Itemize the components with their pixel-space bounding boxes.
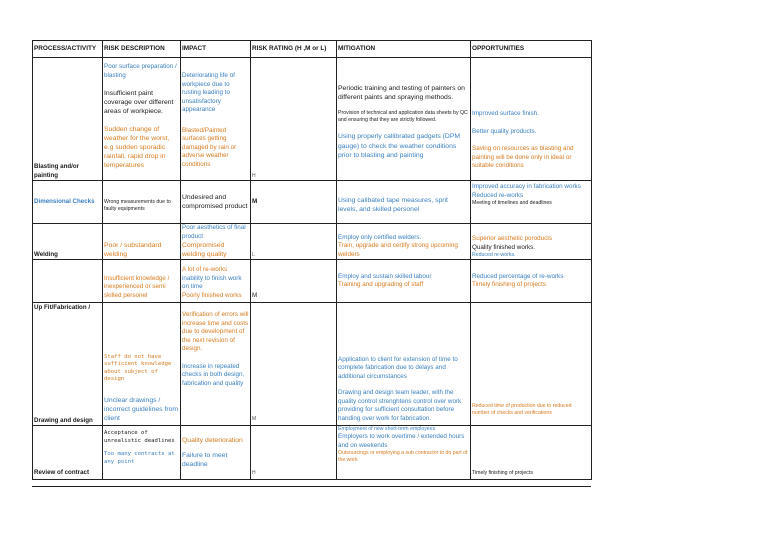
process-cell	[33, 260, 103, 303]
impact-cell	[181, 260, 251, 303]
process-top-label: Up Fit/Fabrication /	[34, 304, 91, 312]
risk-cell	[103, 181, 181, 224]
mitigation-text: Training and upgrading of staff	[338, 281, 424, 289]
impact-cell	[181, 58, 251, 181]
impact-cell	[181, 224, 251, 260]
risk-text: Insufficient knowledge / inexperienced or semi skilled personel	[104, 274, 170, 299]
risk-cell	[103, 58, 181, 181]
impact-text: Quality deterioration	[182, 437, 243, 445]
impact-text: Undesired and compromised product	[182, 193, 248, 210]
mitigation-cell	[337, 426, 471, 480]
risk-text: Too many contracts at any point	[104, 451, 175, 465]
rating-cell: H	[251, 58, 337, 181]
opportunity-text: Better quality products.	[472, 127, 537, 135]
opportunities-cell	[471, 58, 592, 181]
impact-cell	[181, 303, 251, 426]
header-opportunities: OPPORTUNITIES	[471, 41, 592, 58]
risk-text: Wrong measurements due to faulty equipments	[104, 198, 171, 212]
risk-register-sheet	[32, 40, 591, 480]
rating-cell: L	[251, 224, 337, 260]
risk-text: Insufficient paint coverage over different areas of workpiece.	[104, 90, 174, 116]
opportunity-text: Improved surface finish.	[472, 110, 539, 117]
risk-table	[32, 40, 592, 480]
mitigation-text: Train, upgrade and certify strong upcoming welders	[338, 242, 458, 258]
opportunity-text: Improved accuracy in fabrication works	[472, 183, 581, 190]
process-cell: Up Fit/Fabrication / Drawing and design	[33, 303, 103, 426]
mitigation-text: Employ and sustain skilled labour	[338, 272, 432, 280]
opportunity-text: Reduced percentage of re-works	[472, 272, 564, 280]
table-row	[33, 426, 592, 480]
header-risk: RISK DESCRIPTION	[103, 41, 181, 58]
risk-cell	[103, 426, 181, 480]
header-impact: IMPACT	[181, 41, 251, 58]
header-process: PROCESS/ACTIVITY	[33, 41, 103, 58]
header-row	[33, 41, 592, 58]
mitigation-text: Employment of new short-term employees	[338, 426, 436, 433]
risk-text: Poor surface preparation / blasting	[104, 63, 177, 79]
table-row	[33, 181, 592, 224]
opportunity-text: Saving on resources as blasting and painting will be done only in ideal or suitable conditions	[472, 145, 574, 169]
impact-text: Verification of errors will increase time and costs due to development of the next revision of design.	[182, 311, 249, 353]
table-row	[33, 303, 592, 426]
header-rating: RISK RATING (H ,M or L)	[251, 41, 337, 58]
mitigation-cell	[337, 224, 471, 260]
process-cell: Welding	[33, 224, 103, 260]
mitigation-cell	[337, 303, 471, 426]
impact-cell	[181, 181, 251, 224]
mitigation-cell	[337, 260, 471, 303]
opportunities-cell	[471, 303, 592, 426]
risk-text: Unclear drawings / incorrect guidelines from client	[104, 396, 179, 423]
opportunity-text: Meeting of timelines and deadlines	[472, 200, 552, 206]
opportunity-text: Reduced re-works.	[472, 252, 516, 259]
header-mitigation: MITIGATION	[337, 41, 471, 58]
rating-cell: H	[251, 426, 337, 480]
opportunity-text: Superior aesthetic poroducts	[472, 235, 553, 243]
process-cell: Blasting and/or painting	[33, 58, 103, 181]
risk-cell	[103, 303, 181, 426]
mitigation-text: Employers to work overtime / extended hours and on weekends	[338, 433, 465, 449]
opportunities-cell	[471, 426, 592, 480]
opportunities-cell	[471, 260, 592, 303]
opportunities-cell	[471, 224, 592, 260]
opportunity-text: Reduced re-works	[472, 191, 524, 199]
table-row	[33, 58, 592, 181]
impact-text: Failure to meet deadline	[182, 452, 228, 469]
opportunity-text: Reduced time of production due to reduced number of checks and verifications	[472, 403, 572, 417]
table-row	[33, 260, 592, 303]
opportunity-text: Quality finished works.	[472, 243, 535, 251]
impact-text: Poorly finished works	[182, 291, 242, 299]
mitigation-cell	[337, 58, 471, 181]
mitigation-text: Application to client for extension of time to complete fabrication due to delays and additional circumstances	[338, 355, 458, 380]
risk-cell	[103, 224, 181, 260]
opportunity-text: Timely finishing of projects	[472, 281, 546, 289]
risk-text: Acceptance of unrealistic deadlines	[104, 430, 175, 444]
mitigation-text: Periodic training and testing of painters on different paints and spraying methods.	[338, 85, 465, 102]
rating-cell: M	[251, 303, 337, 426]
risk-text: Staff do not have sufficient knowledge about subject of design	[104, 353, 172, 383]
mitigation-cell	[337, 181, 471, 224]
rating-cell: M	[251, 260, 337, 303]
risk-text: Sudden change of weather for the worst, e.g sudden sporadic rainfall, rapid drop in temperatures	[104, 125, 170, 170]
risk-cell	[103, 260, 181, 303]
mitigation-text: Employ only certified welders.	[338, 233, 422, 241]
opportunities-cell	[471, 181, 592, 224]
process-cell: Dimensional Checks	[33, 181, 103, 224]
mitigation-text: Drawing and design team leader, with the quality control strenghtens control over work providing for sufficient consultation before handing over work for fabrication.	[338, 389, 462, 422]
mitigation-text: Using properly callibrated gadgets (DPM gauge) to check the weather conditions prior to blasting and painting	[338, 133, 461, 159]
mitigation-text: Outsourcings or employing a sub contractor to do part of the work	[338, 450, 468, 464]
impact-text: Poor aesthetics of final product	[182, 224, 246, 240]
impact-text: Increase in repeated checks in both design, fabrication and quality	[182, 362, 245, 387]
impact-text: Compromised welding quality	[182, 242, 227, 259]
table-row	[33, 224, 592, 260]
rating-cell: M	[251, 181, 337, 224]
opportunity-text: Timely finishing of projects	[472, 470, 533, 477]
impact-text: inability to finish work on time	[182, 274, 242, 291]
process-cell: Review of contract	[33, 426, 103, 480]
risk-text: Poor / substandard welding	[104, 242, 162, 259]
impact-text: Deteriorating life of workpiece due to rusting leading to unsatisfactory appearance	[182, 72, 235, 113]
sheet-bottom-border	[32, 486, 591, 487]
impact-cell	[181, 426, 251, 480]
mitigation-text: Using calibated tape measures, sprit levels, and skilled personel	[338, 196, 448, 213]
impact-text: A lot of re-works	[182, 266, 228, 274]
mitigation-text: Provision of technical and application data sheets by QC and ensuring that they are strictly followed.	[338, 110, 468, 124]
impact-text: Blasted/Painted surfaces getting damaged by rain or adverse weather conditions	[182, 126, 237, 168]
